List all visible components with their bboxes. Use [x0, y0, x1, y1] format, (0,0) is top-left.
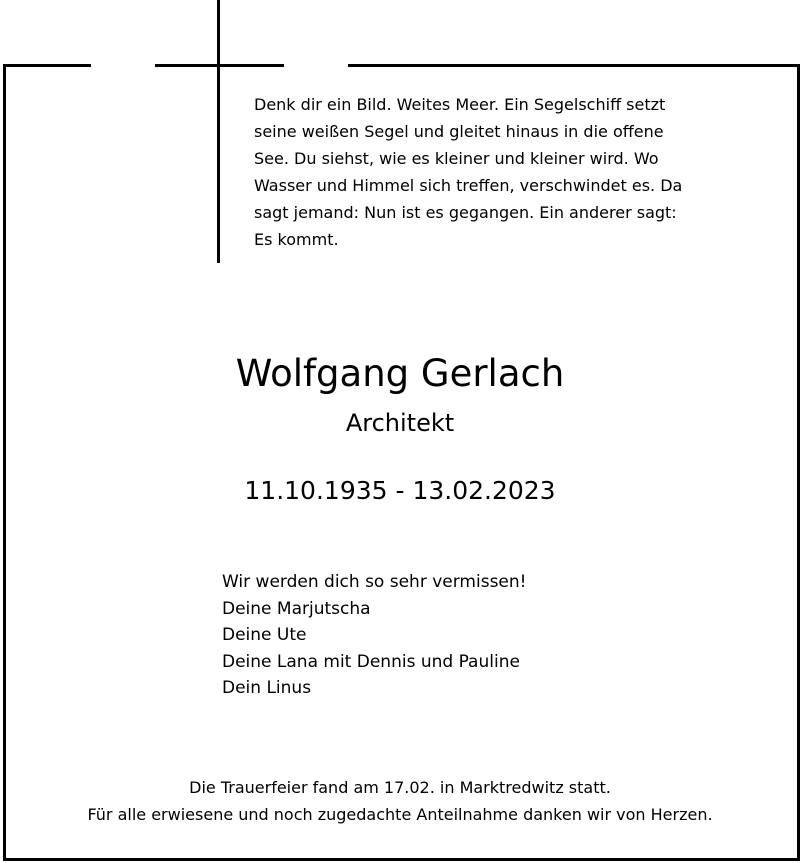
poem [254, 91, 724, 253]
mourner-line: Deine Marjutscha [222, 598, 371, 619]
frame-border-left [3, 64, 6, 861]
cross-icon [217, 0, 220, 263]
mourner-line: Deine Ute [222, 625, 307, 645]
mourner-line: Deine Lana mit Dennis und Pauline [222, 651, 520, 672]
poem-line: Denk dir ein Bild. Weites Meer. Ein Segelschiff setzt [254, 95, 666, 114]
frame-border-bottom [3, 858, 800, 861]
poem-line: sagt jemand: Nun ist es gegangen. Ein anderer sagt: [254, 203, 677, 222]
thanks-notice: Für alle erwiesene und noch zugedachte Anteilnahme danken wir von Herzen. [87, 805, 713, 824]
poem-line: Wasser und Himmel sich treffen, verschwindet es. Da [254, 176, 683, 195]
deceased-name: Wolfgang Gerlach [235, 352, 565, 395]
poem-line: See. Du siehst, wie es kleiner und kleiner wird. Wo [254, 149, 659, 168]
footer-notice [0, 774, 800, 828]
mourners-list [222, 569, 526, 702]
deceased-profession: Architekt [345, 409, 455, 437]
frame-border-top-right [348, 64, 800, 67]
frame-border-top-left [3, 64, 91, 67]
mourner-line: Dein Linus [222, 678, 312, 698]
funeral-notice: Die Trauerfeier fand am 17.02. in Marktredwitz statt. [189, 778, 611, 797]
mourner-line: Wir werden dich so sehr vermissen! [222, 572, 527, 592]
poem-line: Es kommt. [254, 230, 339, 249]
life-dates: 11.10.1935 - 13.02.2023 [244, 476, 556, 505]
poem-line: seine weißen Segel und gleitet hinaus in die offene [254, 122, 664, 141]
